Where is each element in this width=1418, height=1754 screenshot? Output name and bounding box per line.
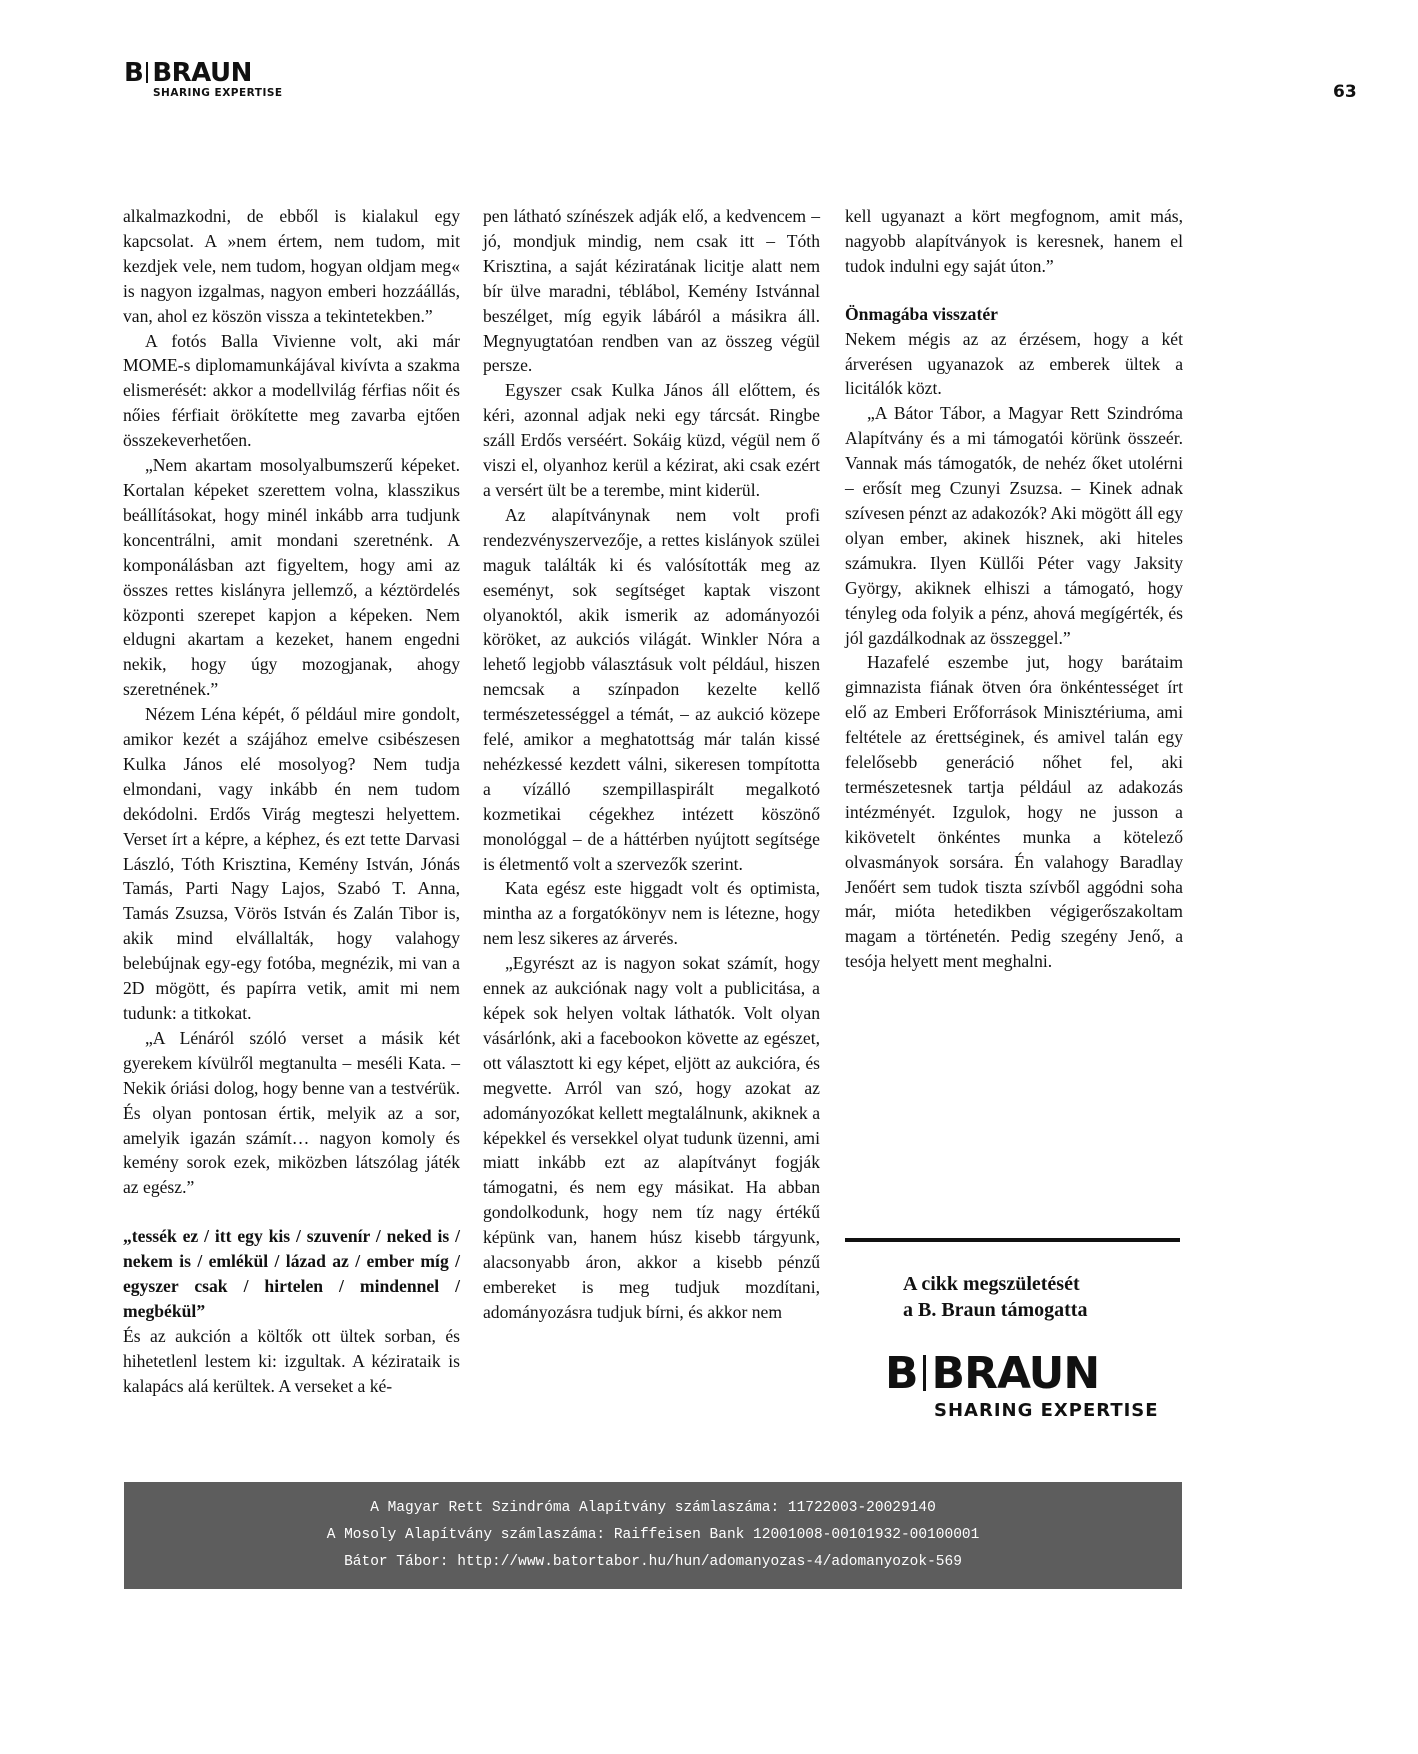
section-heading: Önmagába visszatér [845,303,998,324]
sponsor-note [845,1271,1180,1323]
logo-tagline: SHARING EXPERTISE [934,1400,1159,1421]
bator-tabor-link[interactable]: Bátor Tábor: http://www.batortabor.hu/hun/adomanyozas-4/adomanyozok-569 [344,1554,962,1570]
bbraun-logo [124,60,283,99]
account-line-rett: A Magyar Rett Szindróma Alapítvány számlaszáma: 11722003-20029140 [370,1500,936,1516]
paragraph: Egyszer csak Kulka János áll előttem, és kéri, azonnal adjak neki egy tárcsát. Ringbe száll Erdős verséért. Sokáig küzd, végül nem ő viszi el, olyanhoz kerül a kézirat, aki csak ezért a versért ült be a terembe, mint kiderül. [483,380,820,500]
paragraph: És az aukción a költők ott ültek sorban, és hihetetlenl lestem ki: izgultak. A kézirataik is kalapács alá kerültek. A verseket a ké- [123,1325,460,1396]
paragraph: „Nem akartam mosolyalbumszerű képeket. Kortalan képeket szerettem volna, klasszikus beállításokat, hogy minél inkább arra tudjunk koncentrálni, amit mondani szeretnénk. A komponálásban azt figyeltem, hogy ami az összes rettes kislányra jellemző, a kéztördelés központi szerepet kapjon a képeken. Nem eldugni akartam a kezeket, hanem engedni nekik, hogy úgy mozogjanak, ahogy szeretnének.” [123,455,460,700]
paragraph: pen látható színészek adják elő, a kedvencem – jó, mondjuk mindig, nem csak itt – Tóth Krisztina, a saját kéziratának licitje alatt nem bír ülve maradni, téblábol, Kemény Istvánnal beszélget, míg egyik lábáról a másikra áll. Megnyugtatóan rendben van az összeg végül persze. [483,206,820,376]
article-column-2 [483,204,820,1325]
bbraun-logo-mark [885,1348,1159,1399]
logo-initial: B [885,1348,918,1399]
paragraph: kell ugyanazt a kört megfognom, amit más, nagyobb alapítványok is keresnek, hanem el tudok indulni egy saját úton.” [845,206,1183,276]
logo-brand: BRAUN [152,58,252,88]
article-column-1 [123,204,460,1399]
logo-tagline: SHARING EXPERTISE [153,87,283,99]
divider-rule [845,1238,1180,1242]
page-number: 63 [1333,82,1357,102]
paragraph: „Egyrészt az is nagyon sokat számít, hogy ennek az aukciónak nagy volt a publicitása, a képek sok helyen voltak láthatók. Volt olyan vásárlónk, aki a facebookon követte az egészet, ott választott ki egy képet, eljött az aukcióra, és megvette. Arról van szó, hogy azokat az adományozókat kellett megtalálnunk, akiknek a képekkel és versekkel olyat tudunk üzenni, ami miatt inkább ezt az alapítványt fogják támogatni, és nem egy másikat. Ha abban gondolkodunk, hogy nem tíz nagy értékű képünk van, hanem húsz kisebb tárgyunk, alacsonyabb áron, akkor a kisebb pénzű embereket is meg tudjuk mozdítani, adományozásra tudjuk bírni, és akkor nem [483,953,820,1322]
donation-info-box [124,1482,1182,1589]
paragraph: alkalmazkodni, de ebből is kialakul egy kapcsolat. A »nem értem, nem tudom, mit kezdjek vele, nem tudom, hogyan oldjam meg« is nagyon izgalmas, nagyon emberi hozzáállás, van, ahol ez köszön vissza a tekintetekben.” [123,206,460,326]
logo-divider [146,62,148,83]
paragraph: A fotós Balla Vivienne volt, aki már MOME-s diplomamunkájával kivívta a szakma elismerését: akkor a modellvilág férfias nőit és nőies férfiait örökítette meg zavarba ejtően összekeverhetően. [123,330,460,451]
bbraun-logo-mark [124,60,283,86]
sponsor-line-1: A cikk megszületését [903,1273,1080,1295]
paragraph: Kata egész este higgadt volt és optimista, mintha az a forgatókönyv nem is létezne, hogy nem lesz sikeres az árverés. [483,878,820,949]
poem-quote: „tessék ez / itt egy kis / szuvenír / neked is / nekem is / emlékül / lázad az / ember míg / egyszer csak / hirtelen / mindennel / megbékül” [123,1226,460,1321]
paragraph: Hazafelé eszembe jut, hogy barátaim gimnazista fiának ötven óra önkéntességet írt elő az Emberi Erőforrások Minisztériuma, ami feltétele az érettséginek, és amivel talán egy felelősebb generáció nőhet fel, aki természetesnek tartja például az adakozás intézményét. Izgulok, hogy ne jusson a kikövetelt önkéntes munka a kötelező olvasmányok sorsára. Én valahogy Baradlay Jenőért sem tudok tiszta szívből aggódni soha már, mióta hetedikben végigerőszakoltam magam a történetén. Pedig szegény Jenő, a tesója helyett ment meghalni. [845,652,1183,972]
paragraph: Az alapítványnak nem volt profi rendezvényszervezője, a rettes kislányok szülei maguk találták ki és valósították meg az eseményt, sok segítséget kaptak viszont olyanoktól, akik ismerik az adományozói köröket, az aukciós világát. Winkler Nóra a lehető legjobb választásuk volt például, hiszen nemcsak a színpadon kezelte kellő természetességgel a témát, – az aukció közepe felé, amikor a meghatottság már talán kissé nehézkessé kezdett válni, sikeresen tompította a vízálló szempillaspirált megalkotó kozmetikai cégekhez intézett köszönő monológgal – de a háttérben nyújtott segítsége is életmentő volt a szervezők szerint. [483,504,820,874]
article-column-3 [845,204,1183,974]
logo-divider [923,1355,926,1391]
account-line-mosoly: A Mosoly Alapítvány számlaszáma: Raiffeisen Bank 12001008-00101932-00100001 [326,1527,980,1543]
logo-brand: BRAUN [931,1348,1100,1399]
logo-initial: B [124,58,144,88]
paragraph: „A Bátor Tábor, a Magyar Rett Szindróma Alapítvány és a mi támogatói körünk összeér. Vannak más támogatók, de nehéz őket utolérni – erősít meg Czunyi Zsuzsa. – Kinek adnak szívesen pénzt az adakozók? Aki mögött áll egy olyan ember, akinek hisznek, aki hiteles számukra. Ilyen Küllői Péter vagy Jaksity György, akiknek elhiszi a támogató, hogy tényleg oda folyik a pénz, ahová megígérték, és jól gazdálkodnak az összeggel.” [845,403,1183,648]
paragraph: Nekem mégis az az érzésem, hogy a két árverésen ugyanazok az emberek ültek a licitálók közt. [845,328,1183,399]
paragraph: Nézem Léna képét, ő például mire gondolt, amikor kezét a szájához emelve csibészesen Kulka János elé mosolyog? Nem tudja elmondani, vagy inkább én nem tudom dekódolni. Erdős Virág megteszi helyettem. Verset írt a képre, a képhez, és ezt tette Darvasi László, Tóth Krisztina, Kemény István, Jónás Tamás, Parti Nagy Lajos, Szabó T. Anna, Tamás Zsuzsa, Vörös István és Zalán Tibor is, akik mind elvállalták, hogy valahogy belebújnak egy-egy fotóba, megnézik, mi van a 2D mögött, és papírra vetik, amit mi nem tudunk: a titkokat. [123,704,460,1023]
sponsor-line-2: a B. Braun támogatta [903,1299,1088,1321]
bbraun-sponsor-logo [885,1348,1159,1421]
paragraph: „A Lénáról szóló verset a másik két gyerekem kívülről megtanulta – meséli Kata. – Nekik óriási dolog, hogy benne van a testvérük. És olyan pontosan értik, melyik az a sor, amelyik igazán számít… nagyon komoly és kemény sorok ezek, miközben látszólag játék az egész.” [123,1027,460,1198]
